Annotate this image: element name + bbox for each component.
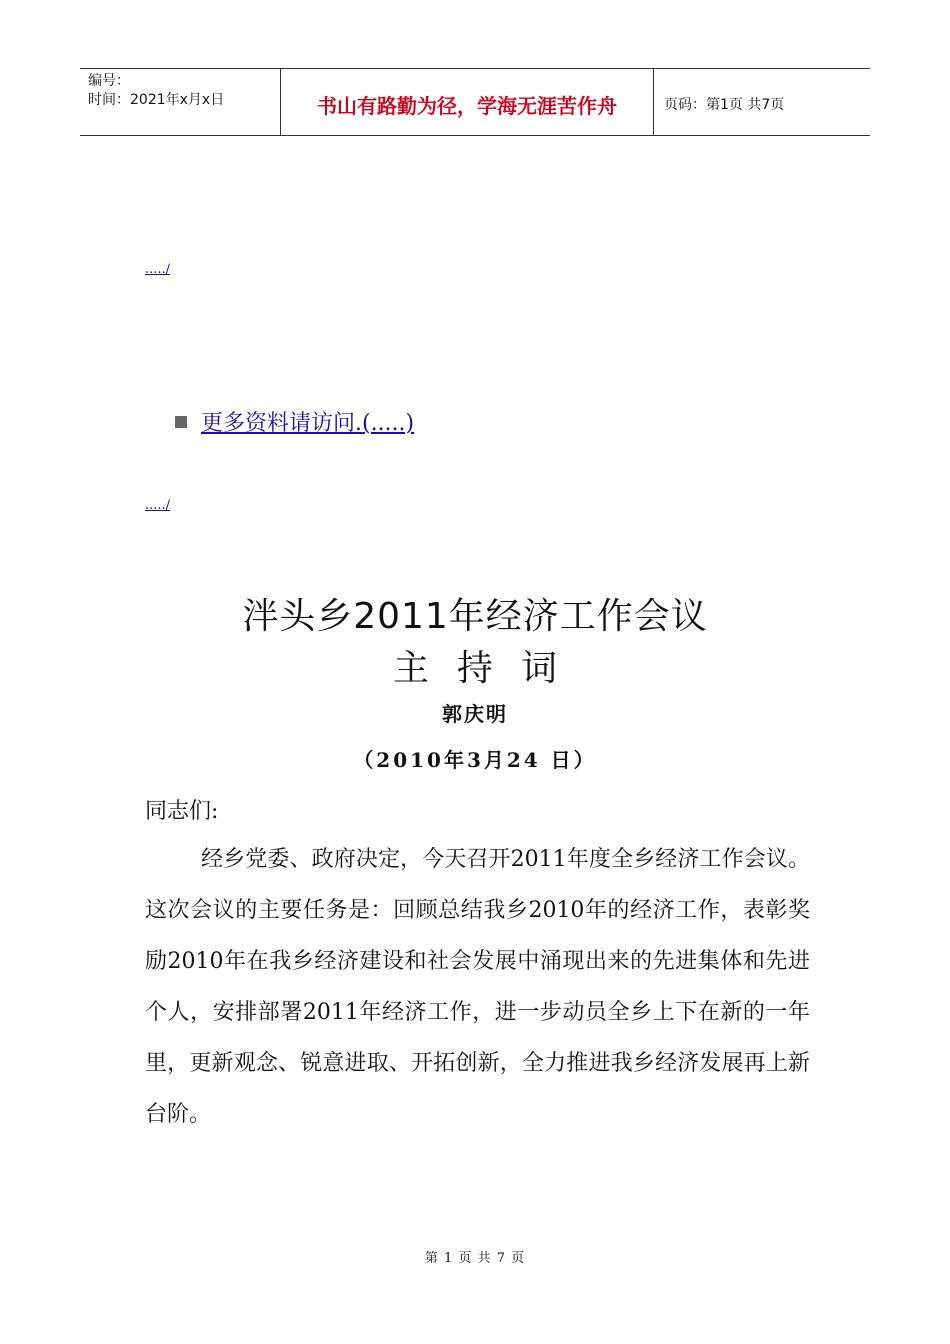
header-meta [80,69,281,135]
page-header [80,68,870,136]
more-info-link[interactable]: 更多资料请访问.(.....) [201,411,415,436]
greeting: 同志们: [145,799,219,824]
header-number: 编号： [88,73,130,89]
document-author: 郭庆明 [442,702,508,726]
document-title: 泮头乡2011年经济工作会议 [242,596,708,637]
document-subtitle: 主持词 [392,648,585,689]
header-page-number: 页码：第1页 共7页 [664,97,785,113]
more-info-item [175,406,414,437]
square-bullet-icon [175,416,187,428]
header-motto: 书山有路勤为径，学海无涯苦作舟 [281,69,654,135]
second-link[interactable]: ...../ [145,498,171,513]
body-paragraph: 经乡党委、政府决定，今天召开2011年度全乡经济工作会议。这次会议的主要任务是：回顾总结我乡2010年的经济工作，表彰奖励2010年在我乡经济建设和社会发展中涌现出来的先进集体和先进个人，安排部署2011年经济工作，进一步动员全乡上下在新的一年里，更新观念、锐意进取、开拓创新，全力推进我乡经济发展再上新台阶。 [145,847,810,1127]
header-time: 时间：2021年x月x日 [88,92,225,108]
page-footer: 第 1 页 共 7 页 [424,1251,526,1266]
document-date: （2010年3月24 日） [353,748,597,772]
top-link[interactable]: ...../ [145,262,171,277]
